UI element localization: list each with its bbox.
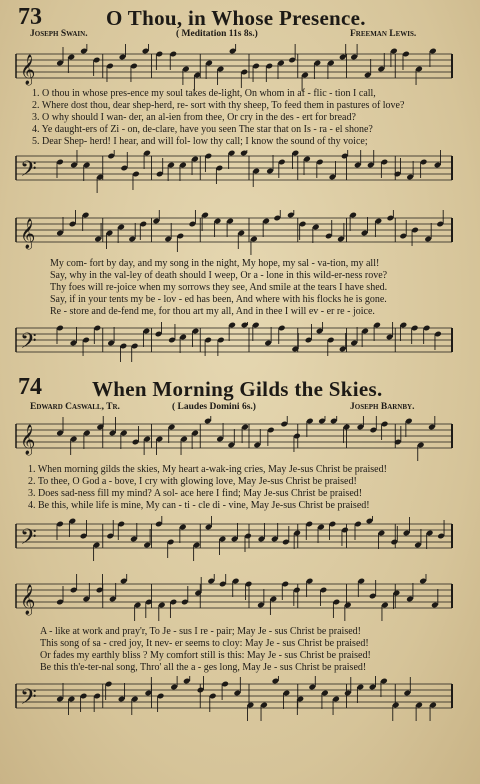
music-staff (14, 516, 454, 562)
music-staff (14, 416, 454, 464)
hymn-74-author: Edward Caswall, Tr. (30, 402, 120, 412)
hymn-74-tune: ( Laudes Domini 6s.) (172, 402, 256, 412)
hymn-number-74: 74 (18, 374, 42, 400)
treble-staff-svg (14, 44, 454, 92)
music-staff (14, 574, 454, 626)
treble-staff-svg (14, 574, 454, 626)
treble-staff-svg (14, 416, 454, 464)
lyric-line: Or fades my earthly bliss ? My comfort still is this: May Je - sus Christ be praised! (40, 650, 371, 661)
lyric-line: 2. Where dost thou, dear shep-herd, re- sort with thy sheep, To feed them in pastures of love? (32, 100, 405, 111)
lyric-line: 3. Does sad-ness fill my mind? A sol- ace here I find; May Je-sus Christ be praised! (28, 488, 363, 499)
music-staff (14, 150, 454, 194)
lyric-line: Say, if in your tents my be - lov - ed has been, And where with his flocks he is gone. (50, 294, 387, 305)
music-staff (14, 322, 454, 366)
lyric-line: 4. Be this, while life is mine, My can - ti - cle di - vine, May Je-sus Christ be praised! (28, 500, 370, 511)
svg-text:𝄞: 𝄞 (20, 219, 36, 249)
svg-text:𝄞: 𝄞 (20, 425, 36, 455)
lyric-line: My com- fort by day, and my song in the night, My hope, my sal - va-tion, my all! (50, 258, 380, 269)
svg-text:𝄞: 𝄞 (20, 55, 36, 85)
lyric-line: 5. Dear Shep- herd! I hear, and will fol- low thy call; I know the sound of thy voice; (32, 136, 368, 147)
lyric-line: Re - store and de-fend me, for thou art my all, And in thee I will ev - er re - joice. (50, 306, 375, 317)
lyric-line: 1. When morning gilds the skies, My heart a-wak-ing cries, May Je-sus Christ be praised! (28, 464, 387, 475)
svg-text:𝄞: 𝄞 (20, 585, 36, 615)
lyric-line: 4. Ye daught-ers of Zi - on, de-clare, have you seen The star that on Is - ra - el shone? (32, 124, 373, 135)
svg-text:𝄢: 𝄢 (20, 525, 37, 555)
hymn-73-composer: Freeman Lewis. (350, 29, 417, 39)
lyric-line: Be this th'e-ter-nal song, Thro' all the a - ges long, May Je - sus Christ be praised! (40, 662, 367, 673)
treble-staff-svg (14, 210, 454, 260)
music-staff (14, 44, 454, 92)
hymn-number-73: 73 (18, 4, 42, 30)
lyric-line: 2. To thee, O God a - bove, I cry with glowing love, May Je-sus Christ be praised! (28, 476, 357, 487)
bass-staff-svg (14, 516, 454, 562)
svg-text:𝄢: 𝄢 (20, 157, 37, 187)
hymn-title-73: O Thou, in Whose Presence. (106, 6, 366, 30)
bass-staff-svg (14, 676, 454, 726)
lyric-line: Say, why in the val-ley of death should I weep, Or a - lone in this wild-er-ness rove? (50, 270, 388, 281)
lyric-line: Thy foes will re-joice when my sorrows they see, And smile at the tears I have shed. (50, 282, 388, 293)
music-staff (14, 676, 454, 726)
lyric-line: This song of sa - cred joy, It nev- er seems to cloy: May Je - sus Christ be praised! (40, 638, 369, 649)
hymn-73-tune: ( Meditation 11s 8s.) (176, 29, 258, 39)
bass-staff-svg (14, 150, 454, 194)
lyric-line: A - like at work and pray'r, To Je - sus I re - pair; May Je - sus Christ be praised! (40, 626, 361, 637)
svg-text:𝄢: 𝄢 (20, 329, 37, 359)
lyric-line: 3. O why should I wan- der, an al-ien from thee, Or cry in the des - ert for bread? (32, 112, 356, 123)
hymn-74-composer: Joseph Barnby. (350, 402, 415, 412)
hymn-73-author: Joseph Swain. (30, 29, 88, 39)
lyric-line: 1. O thou in whose pres-ence my soul takes de-light, On whom in af - flic - tion I call, (32, 88, 376, 99)
hymn-title-74: When Morning Gilds the Skies. (92, 377, 383, 401)
svg-text:𝄢: 𝄢 (20, 685, 37, 715)
bass-staff-svg (14, 322, 454, 366)
music-staff (14, 210, 454, 260)
